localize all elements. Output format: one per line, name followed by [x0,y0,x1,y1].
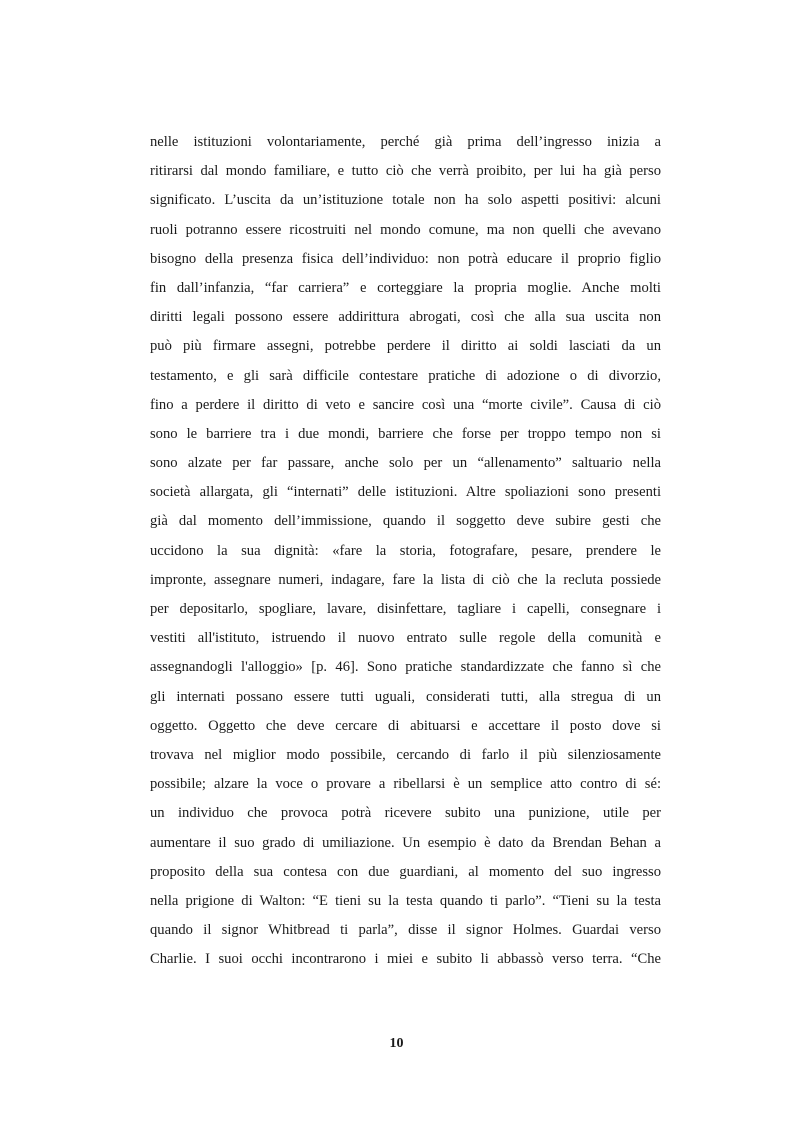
page-number: 10 [389,1036,404,1051]
text-line: vestiti all'istituto, istruendo il nuovo entrato sulle regole della comunità e [150,630,661,647]
text-line: può più firmare assegni, potrebbe perdere il diritto ai soldi lasciati da un [150,338,661,355]
text-line: fin dall’infanzia, “far carriera” e corteggiare la propria moglie. Anche molti [150,279,661,296]
text-line: per depositarlo, spogliare, lavare, disinfettare, tagliare i capelli, consegnare i [150,601,661,617]
text-line: un individuo che provoca potrà ricevere subito una punizione, utile per [150,805,661,822]
text-line: nella prigione di Walton: “E tieni su la testa quando ti parlo”. “Tieni su la testa [150,892,661,909]
text-line: gli internati possano essere tutti uguali, considerati tutti, alla stregua di un [150,688,661,705]
text-line: possibile; alzare la voce o provare a ribellarsi è un semplice atto contro di sé: [150,776,661,793]
text-line: già dal momento dell’immissione, quando il soggetto deve subire gesti che [150,513,661,530]
text-line: fino a perdere il diritto di veto e sancire così una “morte civile”. Causa di ciò [150,396,661,413]
text-line: significato. L’uscita da un’istituzione totale non ha solo aspetti positivi: alcuni [150,192,661,209]
text-line: impronte, assegnare numeri, indagare, fare la lista di ciò che la recluta possiede [150,571,661,588]
text-line: Charlie. I suoi occhi incontrarono i miei e subito li abbassò verso terra. “Che [150,951,661,968]
text-line: nelle istituzioni volontariamente, perché già prima dell’ingresso inizia a [150,134,661,150]
text-line: bisogno della presenza fisica dell’individuo: non potrà educare il proprio figlio [150,250,661,267]
body-text [150,128,661,974]
text-line: aumentare il suo grado di umiliazione. Un esempio è dato da Brendan Behan a [150,834,661,851]
text-line: trovava nel miglior modo possibile, cercando di farlo il più silenziosamente [150,746,661,763]
text-line: uccidono la sua dignità: «fare la storia, fotografare, pesare, prendere le [150,542,661,559]
text-line: oggetto. Oggetto che deve cercare di abituarsi e accettare il posto dove si [150,717,661,734]
text-line: società allargata, gli “internati” delle istituzioni. Altre spoliazioni sono presenti [150,484,661,501]
text-line: ruoli potranno essere ricostruiti nel mondo comune, ma non quelli che avevano [150,221,661,238]
text-line: proposito della sua contesa con due guardiani, al momento del suo ingresso [150,863,661,880]
text-line: assegnandogli l'alloggio» [p. 46]. Sono pratiche standardizzate che fanno sì che [150,659,661,676]
text-line: testamento, e gli sarà difficile contestare pratiche di adozione o di divorzio, [150,367,661,384]
text-line: diritti legali possono essere addirittura abrogati, così che alla sua uscita non [150,309,661,326]
text-line: quando il signor Whitbread ti parla”, disse il signor Holmes. Guardai verso [150,922,661,939]
text-line: ritirarsi dal mondo familiare, e tutto ciò che verrà proibito, per lui ha già perso [150,163,661,180]
text-line: sono alzate per far passare, anche solo per un “allenamento” saltuario nella [150,455,661,472]
text-line: sono le barriere tra i due mondi, barriere che forse per troppo tempo non si [150,425,661,442]
